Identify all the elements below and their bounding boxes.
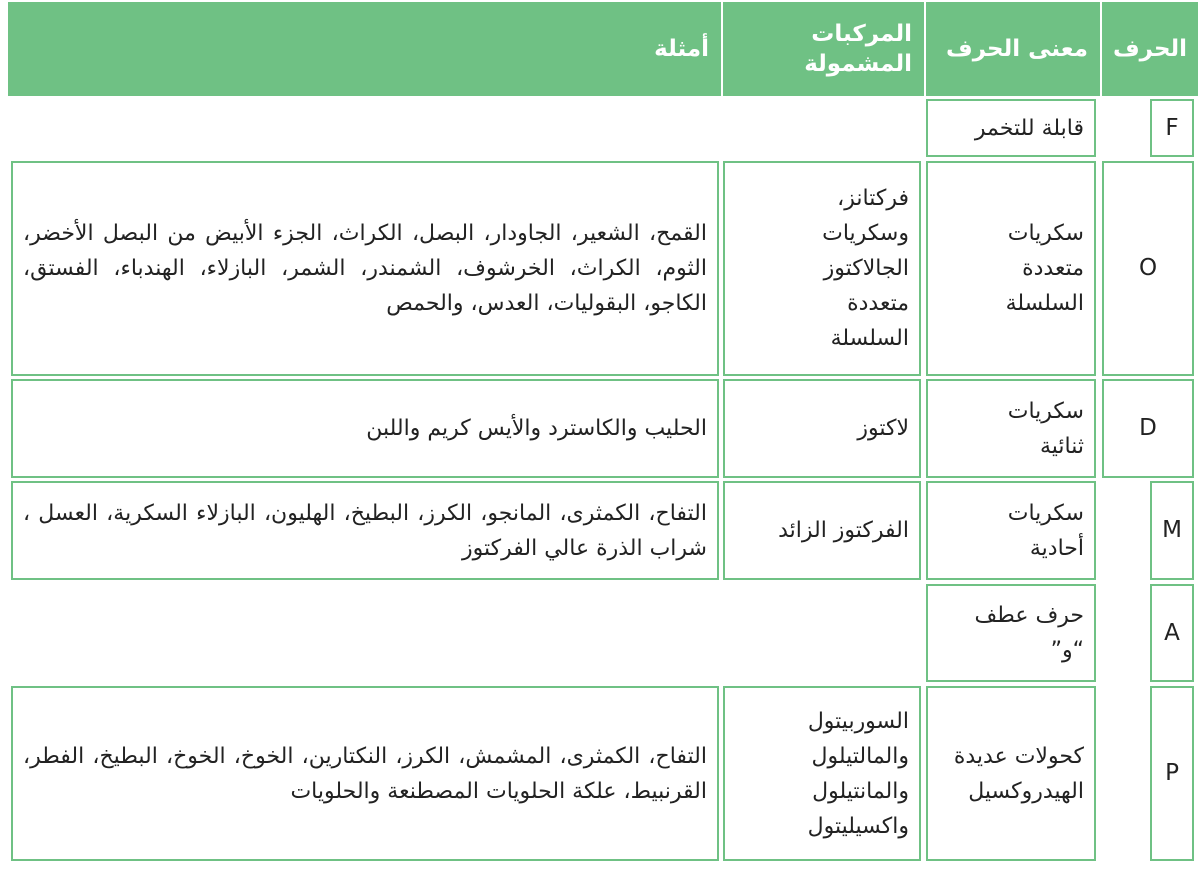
row-d-compounds bbox=[723, 379, 921, 478]
row-p-meaning-text: كحولات عديدة الهيدروكسيل bbox=[953, 743, 1084, 804]
row-d-meaning bbox=[926, 379, 1096, 478]
row-o-compounds-text: فركتانز، وسكريات الجالاكتوز متعددة السلسلة bbox=[822, 186, 909, 351]
row-f-meaning bbox=[926, 99, 1096, 157]
row-a-meaning-text: حرف عطف “و” bbox=[974, 603, 1084, 663]
row-m-letter-text: M bbox=[1162, 517, 1182, 543]
row-p-examples bbox=[11, 686, 719, 861]
row-a-letter bbox=[1150, 584, 1194, 682]
header-examples bbox=[8, 2, 721, 96]
row-m-examples-text: التفاح، الكمثرى، المانجو، الكرز، البطيخ، الهليون، البازلاء السكرية، العسل ، شراب الذرة عالي الفركتوز bbox=[23, 500, 707, 561]
row-p-compounds-text: السوربيتول والمالتيلول والمانتيلول واكسيليتول bbox=[807, 708, 909, 839]
row-o-letter bbox=[1102, 161, 1194, 376]
row-o-meaning bbox=[926, 161, 1096, 376]
row-d-compounds-text: لاكتوز bbox=[857, 416, 909, 441]
row-f-meaning-text: قابلة للتخمر bbox=[974, 115, 1084, 141]
row-o-compounds bbox=[723, 161, 921, 376]
row-p-letter-text: P bbox=[1165, 760, 1179, 786]
row-p-meaning bbox=[926, 686, 1096, 861]
row-o-meaning-text: سكريات متعددة السلسلة bbox=[1005, 221, 1084, 316]
row-o-letter-text: O bbox=[1138, 255, 1158, 281]
header-meaning bbox=[926, 2, 1100, 96]
row-m-meaning bbox=[926, 481, 1096, 580]
row-f-letter-text: F bbox=[1165, 114, 1179, 141]
row-m-compounds bbox=[723, 481, 921, 580]
header-letter-text: الحرف bbox=[1112, 36, 1188, 62]
row-m-meaning-text: سكريات أحادية bbox=[1007, 500, 1084, 561]
row-d-examples bbox=[11, 379, 719, 478]
row-f-letter bbox=[1150, 99, 1194, 157]
row-d-examples-text: الحليب والكاسترد والأيس كريم واللبن bbox=[366, 416, 707, 441]
row-m-letter bbox=[1150, 481, 1194, 580]
row-m-compounds-text: الفركتوز الزائد bbox=[778, 518, 909, 543]
row-d-letter-text: D bbox=[1139, 415, 1157, 441]
row-p-compounds bbox=[723, 686, 921, 861]
header-meaning-text: معنى الحرف bbox=[945, 36, 1088, 62]
row-a-meaning bbox=[926, 584, 1096, 682]
row-d-meaning-text: سكريات ثنائية bbox=[1007, 398, 1084, 459]
header-examples-text: أمثلة bbox=[654, 36, 709, 62]
row-a-letter-text: A bbox=[1164, 619, 1180, 646]
row-o-examples-text: القمح، الشعير، الجاودار، البصل، الكراث، الجزء الأبيض من البصل الأخضر، الثوم، الكراث، الخرشوف، الشمندر، الشمر، البازلاء، الهندباء، الفستق، الكاجو، البقوليات، العدس، والحمص bbox=[23, 221, 707, 316]
header-compounds bbox=[723, 2, 924, 96]
header-letter bbox=[1102, 2, 1198, 96]
row-m-examples bbox=[11, 481, 719, 580]
row-o-examples bbox=[11, 161, 719, 376]
row-p-letter bbox=[1150, 686, 1194, 861]
row-p-examples-text: التفاح، الكمثرى، المشمش، الكرز، النكتارين، الخوخ، الخوخ، البطيخ، الفطر، القرنبيط، علكة الحلويات المصطنعة والحلويات bbox=[23, 743, 707, 804]
header-compounds-text: المركبات المشمولة bbox=[804, 21, 912, 77]
row-d-letter bbox=[1102, 379, 1194, 478]
